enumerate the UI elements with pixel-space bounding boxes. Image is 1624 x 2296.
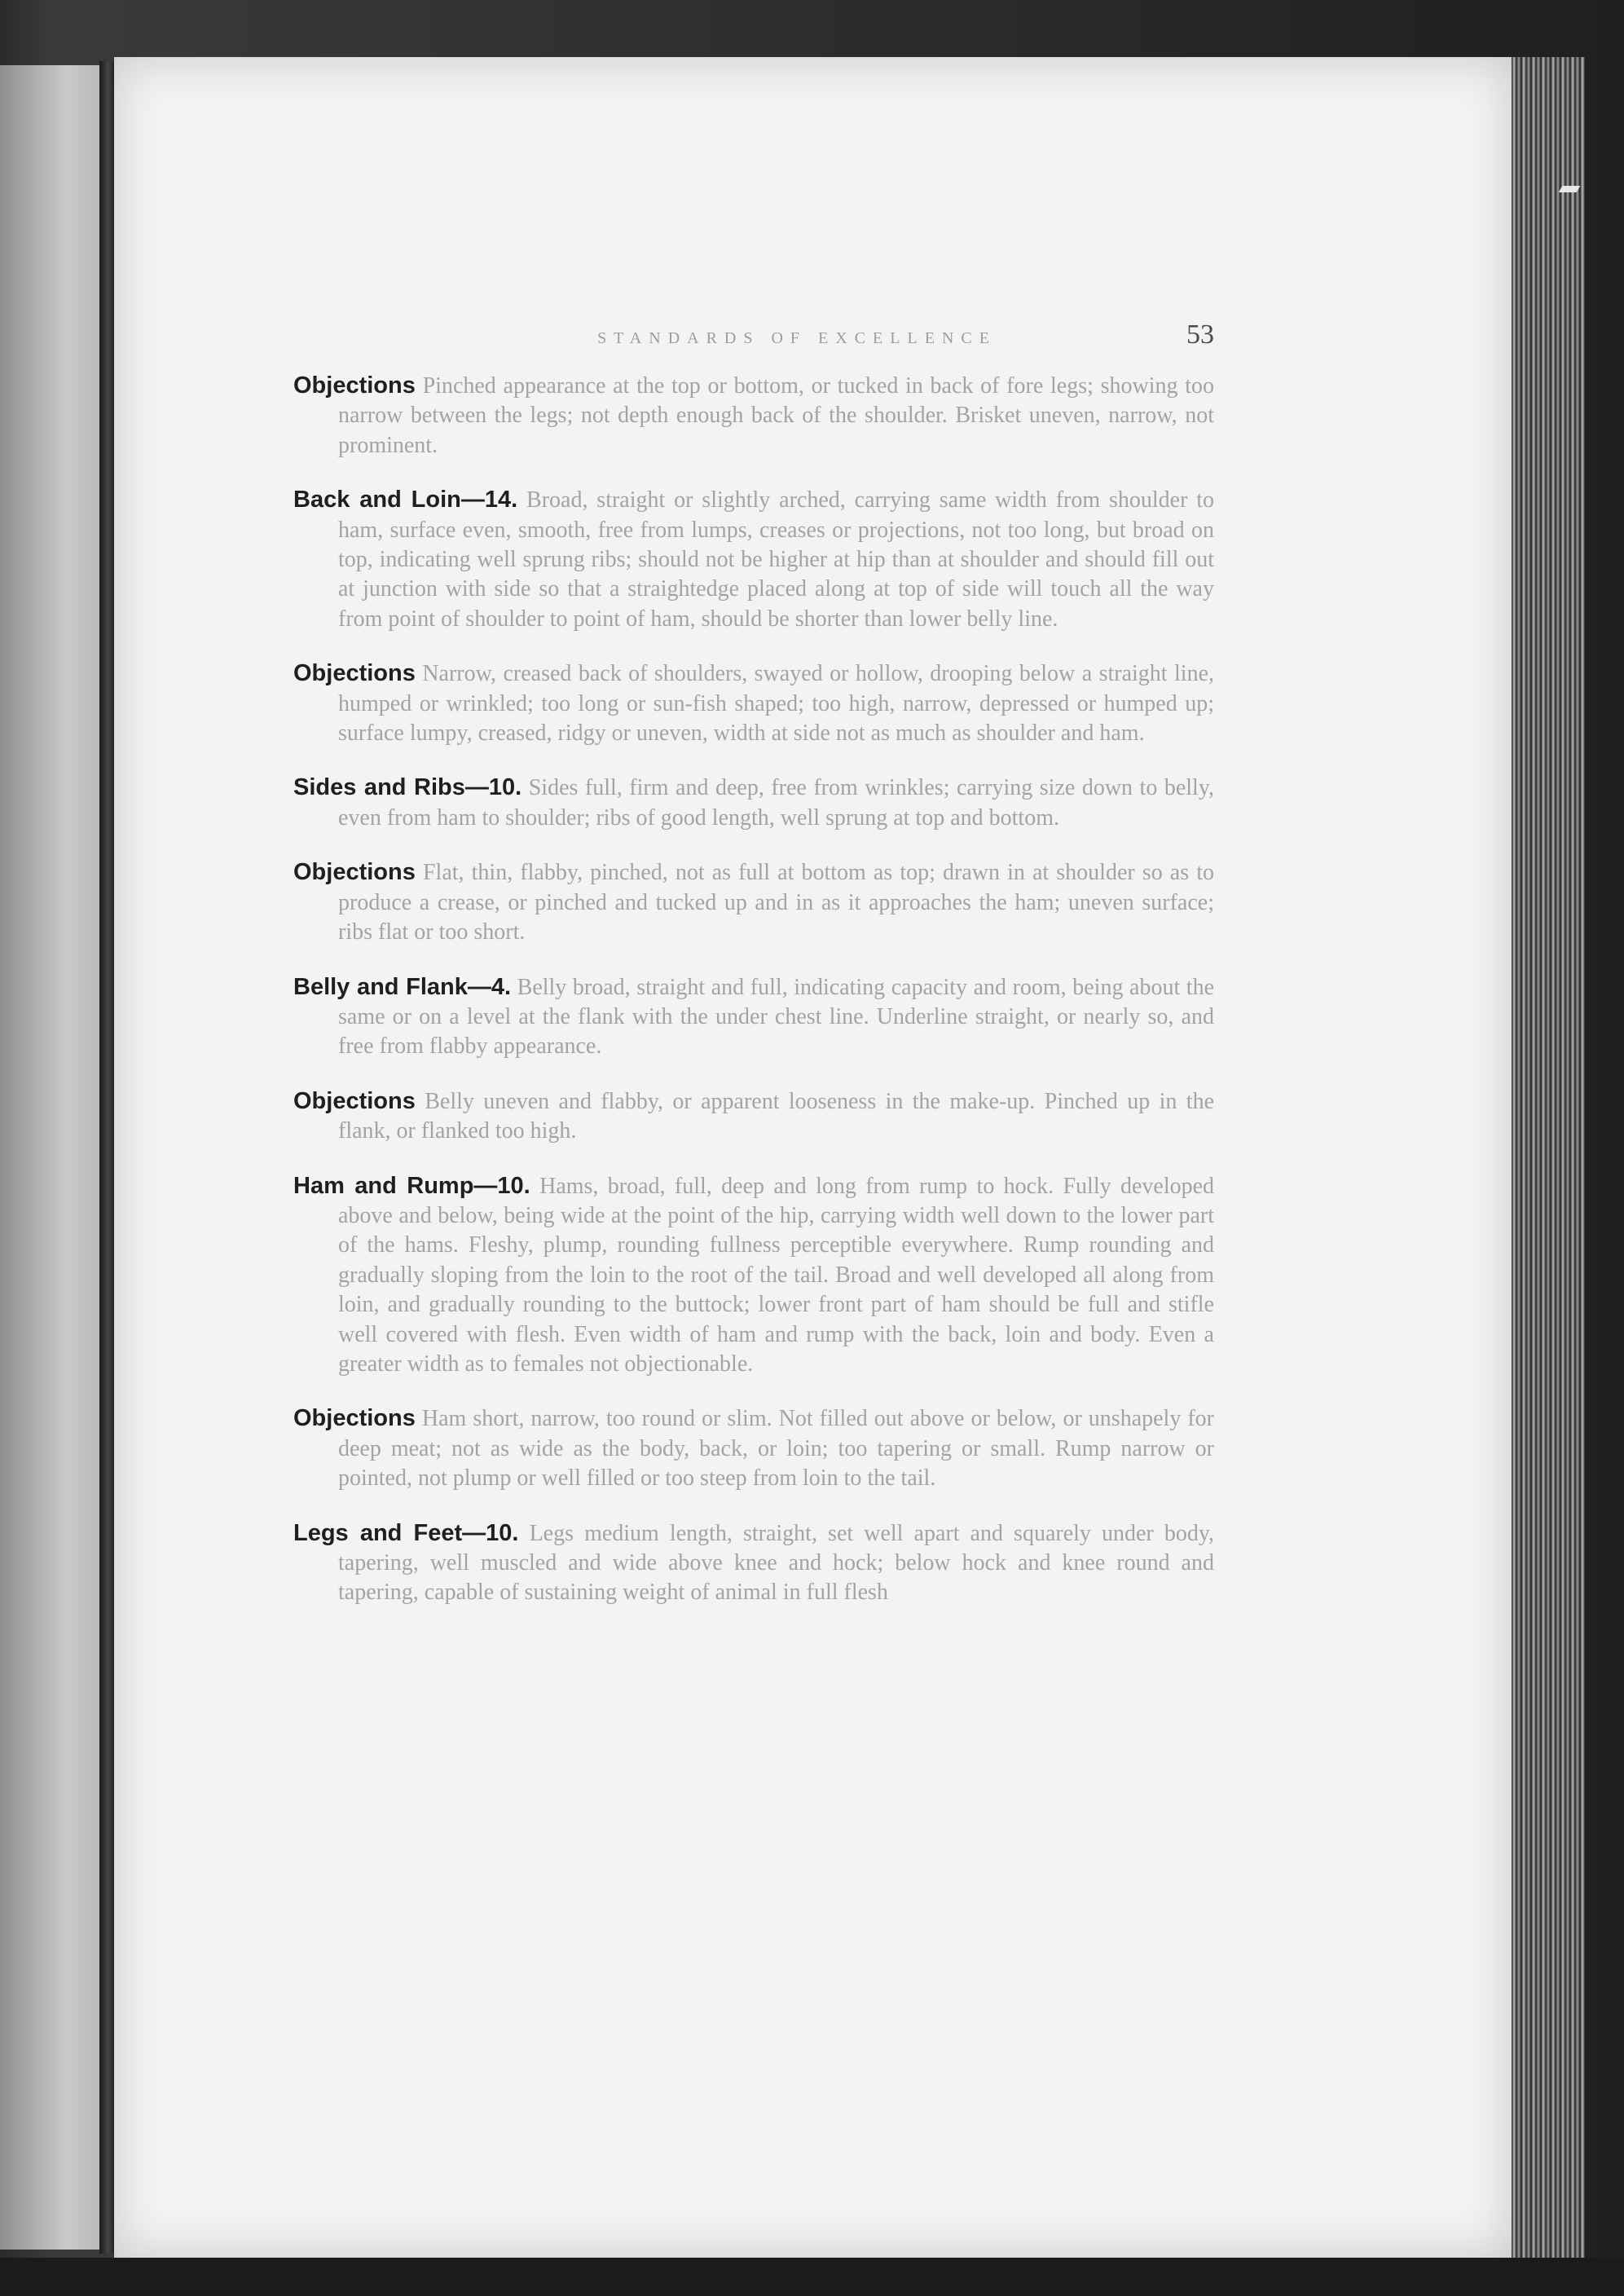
facing-page-edge (0, 65, 110, 2250)
entry-text: Narrow, creased back of shoulders, swayed or hollow, drooping below a straight line, humped or wrinkled; too long or sun-fish shaped; too high, narrow, depressed or humped up; surface lumpy, creased, ridgy or uneven, width at side not as much as shoulder and ham. (338, 661, 1215, 747)
running-title: STANDARDS OF EXCELLENCE (597, 329, 997, 347)
entry-objections-ham (293, 1404, 1214, 1493)
entry-text: Belly broad, straight and full, indicating capacity and room, being about the same or on a level at the flank with the under chest line. Underline straight, or nearly so, and free from flabby appearance. (338, 974, 1215, 1060)
entry-ham-and-rump (293, 1171, 1214, 1380)
entry-term: Belly and Flank—4. (293, 973, 512, 1000)
entry-text: Pinched appearance at the top or bottom, or tucked in back of fore legs; showing too narrow between the legs; not depth enough back of the shoulder. Brisket uneven, narrow, not prominent. (338, 373, 1214, 458)
entry-belly-and-flank (293, 972, 1214, 1062)
entry-objections-belly (293, 1086, 1214, 1147)
entry-text: Hams, broad, full, deep and long from rump to hock. Fully developed above and below, being wide at the point of the hip, carrying width well down to the lower part of the hams. Fleshy, plump, rounding fullness perceptible everywhere. Rump rounding and gradually sloping from the loin to the root of the tail. Broad and well developed all along from loin, and gradually rounding to the buttock; lower front part of ham should be full and stifle well covered with flesh. Even width of ham and rump with the back, loin and body. Even a greater width as to females not objectionable. (338, 1173, 1215, 1377)
entry-text: Legs medium length, straight, set well apart and squarely under body, tapering, well muscled and wide above knee and hock; below hock and knee round and tapering, capable of sustaining weight of animal in full flesh (338, 1520, 1215, 1606)
page-body (293, 371, 1214, 1633)
entry-text: Belly uneven and flabby, or apparent looseness in the make-up. Pinched up in the flank, or flanked too high. (338, 1088, 1215, 1144)
entry-term: Objections (293, 660, 416, 687)
entry-term: Sides and Ribs—10. (293, 774, 522, 801)
page-stack-edge (1512, 57, 1585, 2258)
running-head (293, 320, 1214, 350)
entry-sides-and-ribs (293, 773, 1214, 833)
entry-objections-chest (293, 371, 1214, 461)
entry-term: Back and Loin—14. (293, 487, 518, 513)
entry-back-and-loin (293, 485, 1214, 634)
binding-gutter (99, 61, 114, 2254)
entry-term: Ham and Rump—10. (293, 1172, 530, 1199)
entry-text: Broad, straight or slightly arched, carrying same width from shoulder to ham, surface even, smooth, free from lumps, creases or projections, not too long, but broad on top, indicating well sprung ribs; should not be higher at hip than at shoulder and should fill out at junction with side so that a straightedge placed along at top of side will touch all the way from point of shoulder to point of ham, should be shorter than lower belly line. (338, 487, 1215, 632)
entry-legs-and-feet (293, 1518, 1214, 1608)
edge-marker (1559, 186, 1581, 192)
entry-text: Ham short, narrow, too round or slim. Not filled out above or below, or unshapely for deep meat; not as wide as the body, back, or loin; too tapering or small. Rump narrow or pointed, not plump or well filled or too steep from loin to the tail. (338, 1406, 1215, 1492)
entry-term: Legs and Feet—10. (293, 1519, 519, 1546)
entry-text: Flat, thin, flabby, pinched, not as full at bottom as top; drawn in at shoulder so as to produce a crease, or pinched and tucked up and in as it approaches the ham; uneven surface; ribs flat or too short. (338, 860, 1215, 945)
entry-term: Objections (293, 1087, 416, 1114)
scan-bottom-shadow (0, 2258, 1624, 2296)
entry-objections-back (293, 659, 1214, 748)
entry-term: Objections (293, 372, 416, 399)
page-number: 53 (1186, 320, 1214, 350)
entry-text: Sides full, firm and deep, free from wrinkles; carrying size down to belly, even from ham to shoulder; ribs of good length, well sprung at top and bottom. (338, 775, 1215, 831)
entry-term: Objections (293, 1405, 416, 1432)
entry-objections-sides (293, 857, 1214, 947)
entry-term: Objections (293, 859, 416, 886)
